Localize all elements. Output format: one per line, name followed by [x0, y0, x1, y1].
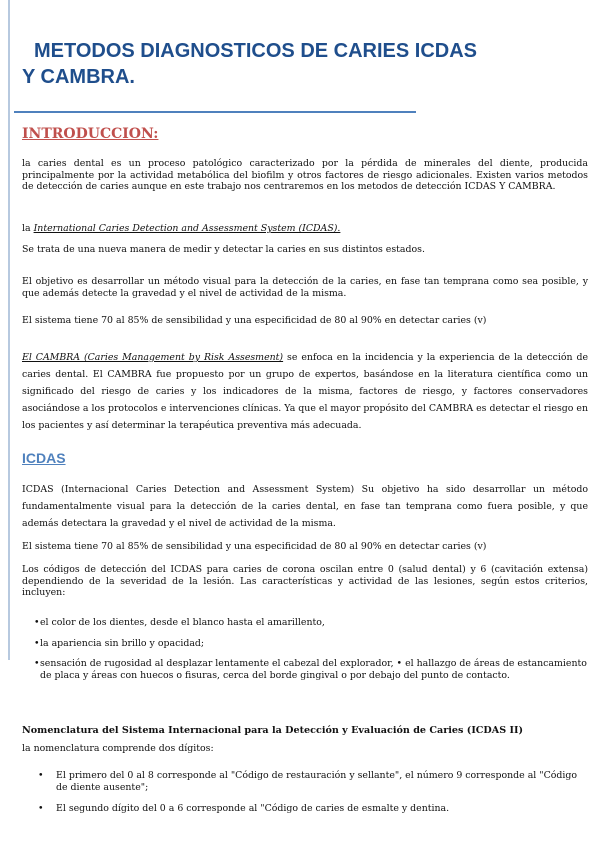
document-title	[22, 38, 562, 90]
icdas-definition-line	[22, 223, 588, 235]
cambra-paragraph	[22, 349, 588, 434]
intro-heading: INTRODUCCION:	[22, 126, 159, 142]
nomenclature-intro: la nomenclatura comprende dos dígitos:	[22, 743, 214, 754]
list-item: • el color de los dientes, desde el blanco hasta el amarillento,	[34, 617, 325, 628]
icdas-heading: ICDAS	[22, 450, 66, 466]
nomenclature-title: Nomenclatura del Sistema Internacional para la Detección y Evaluación de Caries (ICDAS II)	[22, 725, 523, 736]
codes-paragraph: Los códigos de detección del ICDAS para caries de corona oscilan entre 0 (salud dental) y 6 (cavitación extensa) dependiendo de la severidad de la lesión. Las características y actividad de las lesiones, según estos criterios, incluyen:	[22, 564, 588, 598]
criteria-list	[34, 617, 588, 690]
icdas-definition-prefix: la	[22, 223, 34, 234]
icdas-paragraph: ICDAS (Internacional Caries Detection and Assessment System) Su objetivo ha sido desarrollar un método fundamentalmente visual para la detección de la caries dental, en fase tan temprana como fuera posible, y que además detectara la gravedad y el nivel de actividad de la misma.	[22, 484, 588, 529]
left-margin-bar	[8, 0, 10, 660]
cambra-text: se enfoca en la incidencia y la experiencia de la detección de caries dental. El CAMBRA fue propuesto por un grupo de expertos, basándose en la literatura científica como un significado del riesgo de caries y los indicadores de la misma, factores de riesgo, y factores conservadores asociándose a los protocolos e intervenciones clínicas. Ya que el mayor propósito del CAMBRA es detectar el riesgo en los pacientes y así determinar la terapéutica preventiva más adecuada.	[22, 352, 589, 431]
nomenclature-list	[38, 770, 588, 825]
list-item: • la apariencia sin brillo y opacidad;	[34, 637, 205, 649]
list-item: • El primero del 0 al 8 corresponde al "Código de restauración y sellante", el número 9 corresponde al "Código de diente ausente";	[38, 770, 578, 793]
sensitivity-paragraph-2: El sistema tiene 70 al 85% de sensibilidad y una especificidad de 80 al 90% en detectar caries (v)	[22, 541, 487, 552]
list-item: • El segundo dígito del 0 a 6 corresponde al "Código de caries de esmalte y dentina.	[38, 803, 450, 814]
icdas-definition-link[interactable]: International Caries Detection and Assessment System (ICDAS).	[33, 223, 341, 234]
title-underline-rule	[14, 111, 416, 113]
icdas-definition-text: Se trata de una nueva manera de medir y detectar la caries en sus distintos estados.	[22, 244, 425, 255]
list-item: • sensación de rugosidad al desplazar lentamente el cabezal del explorador, • el hallazgo de áreas de estancamiento de placa y áreas con huecos o fisuras, cerca del borde gingival o por debajo del punto de contacto.	[34, 658, 587, 681]
cambra-link[interactable]: El CAMBRA (Caries Management by Risk Assesment)	[22, 352, 284, 363]
title-line-2: Y CAMBRA.	[22, 66, 135, 88]
title-line-1: METODOS DIAGNOSTICOS DE CARIES ICDAS	[34, 40, 478, 62]
objective-paragraph: El objetivo es desarrollar un método visual para la detección de la caries, en fase tan temprana como sea posible, y que además detecte la gravedad y el nivel de actividad de la misma.	[22, 276, 588, 299]
intro-paragraph: la caries dental es un proceso patológico caracterizado por la pérdida de minerales del diente, producida principalmente por la actividad metabólica del biofilm y otros factores de riesgo adicionales. Existen varios metodos de detección de caries aunque en este trabajo nos centraremos en los metodos de detección ICDAS Y CAMBRA.	[22, 158, 588, 192]
sensitivity-paragraph-1: El sistema tiene 70 al 85% de sensibilidad y una especificidad de 80 al 90% en detectar caries (v)	[22, 315, 487, 326]
